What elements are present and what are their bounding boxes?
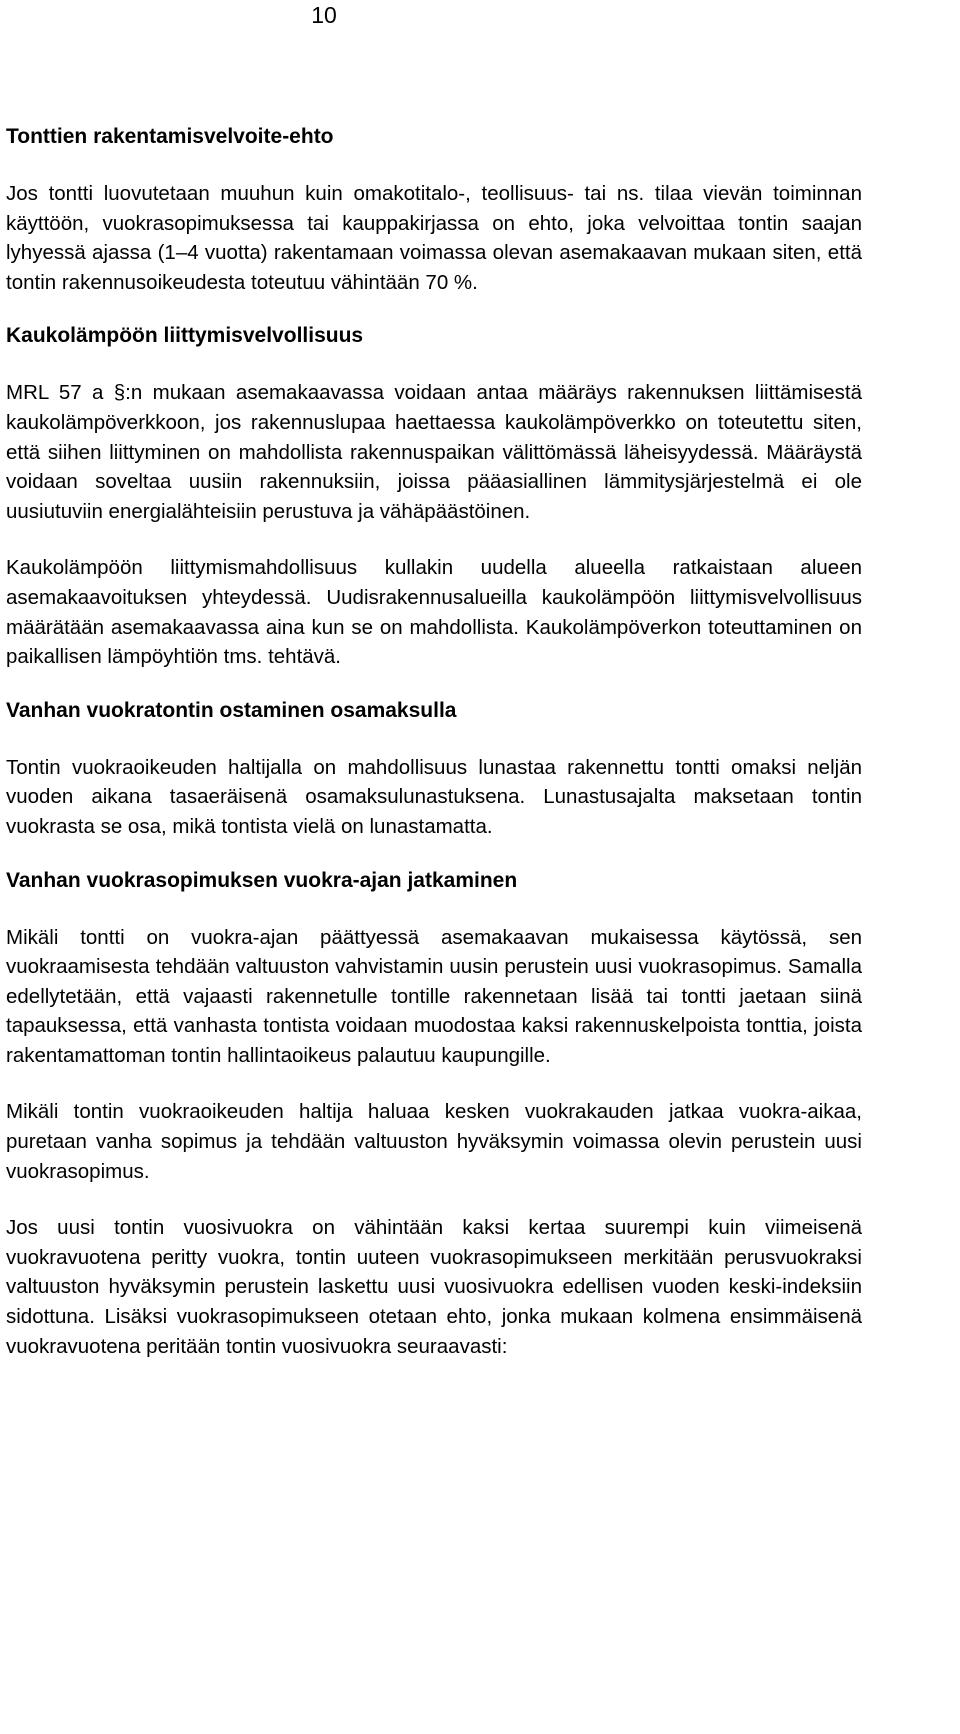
paragraph: Mikäli tontin vuokraoikeuden haltija haluaa kesken vuokrakauden jatkaa vuokra-aikaa, puretaan vanha sopimus ja tehdään valtuuston hyväksymin voimassa olevin perustein uusi vuokrasopimus. <box>6 1100 862 1183</box>
section-building-obligation <box>6 122 862 297</box>
page-number: 10 <box>311 2 337 28</box>
paragraph: Jos uusi tontin vuosivuokra on vähintään kaksi kertaa suurempi kuin viimeisenä vuokravuotena peritty vuokra, tontin uuteen vuokrasopimukseen merkitään perusvuokraksi valtuuston hyväksymin perustein laskettu uusi vuosivuokra edellisen vuoden keski-indeksiin sidottuna. Lisäksi vuokrasopimukseen otetaan ehto, jonka mukaan kolmena ensimmäisenä vuokravuotena peritään tontin vuosivuokra seuraavasti: <box>6 1216 862 1358</box>
section-heading: Kaukolämpöön liittymisvelvollisuus <box>6 324 364 348</box>
paragraph: MRL 57 a §:n mukaan asemakaavassa voidaan antaa määräys rakennuksen liittämisestä kaukolämpöverkkoon, jos rakennuslupaa haettaessa kaukolämpöverkko on toteutettu siten, että siihen liittyminen on mahdollista rakennuspaikan välittömässä läheisyydessä. Määräystä voidaan soveltaa uusiin rakennuksiin, joissa pääasiallinen lämmitysjärjestelmä ei ole uusiutuviin energialähteisiin perustuva ja vähäpäästöinen. <box>6 381 862 523</box>
section-heading: Vanhan vuokratontin ostaminen osamaksulla <box>6 698 457 722</box>
section-district-heating <box>6 321 862 671</box>
paragraph: Mikäli tontti on vuokra-ajan päättyessä asemakaavan mukaisessa käytössä, sen vuokraamisesta tehdään valtuuston vahvistamin uusin perustein uusi vuokrasopimus. Samalla edellytetään, että vajaasti rakennetulle tontille rakennetaan lisää tai tontti jaetaan siinä tapauksessa, että vanhasta tontista voidaan muodostaa kaksi rakennuskelpoista tonttia, joista rakentamattoman tontin hallintaoikeus palautuu kaupungille. <box>6 925 862 1067</box>
section-heading: Vanhan vuokrasopimuksen vuokra-ajan jatkaminen <box>6 868 518 892</box>
paragraph: Kaukolämpöön liittymismahdollisuus kullakin uudella alueella ratkaistaan alueen asemakaavoituksen yhteydessä. Uudisrakennusalueilla kaukolämpöön liittymisvelvollisuus määrätään asemakaavassa aina kun se on mahdollista. Kaukolämpöverkon toteuttaminen on paikallisen lämpöyhtiön tms. tehtävä. <box>6 556 862 669</box>
section-heading: Tonttien rakentamisvelvoite-ehto <box>6 125 334 148</box>
paragraph: Jos tontti luovutetaan muuhun kuin omakotitalo-, teollisuus- tai ns. tilaa vievän toiminnan käyttöön, vuokrasopimuksessa tai kauppakirjassa on ehto, joka velvoittaa tontin saajan lyhyessä ajassa (1–4 vuotta) rakentamaan voimassa olevan asemakaavan mukaan siten, että tontin rakennusoikeudesta toteutuu vähintään 70 %. <box>6 182 862 294</box>
document-body <box>6 122 862 1361</box>
section-installment-purchase <box>6 696 862 842</box>
paragraph: Tontin vuokraoikeuden haltijalla on mahdollisuus lunastaa rakennettu tontti omaksi neljän vuoden aikana tasaeräisenä osamaksulunastuksena. Lunastusajalta maksetaan tontin vuokrasta se osa, mikä tontista vielä on lunastamatta. <box>6 755 862 838</box>
section-lease-extension <box>6 866 862 1362</box>
